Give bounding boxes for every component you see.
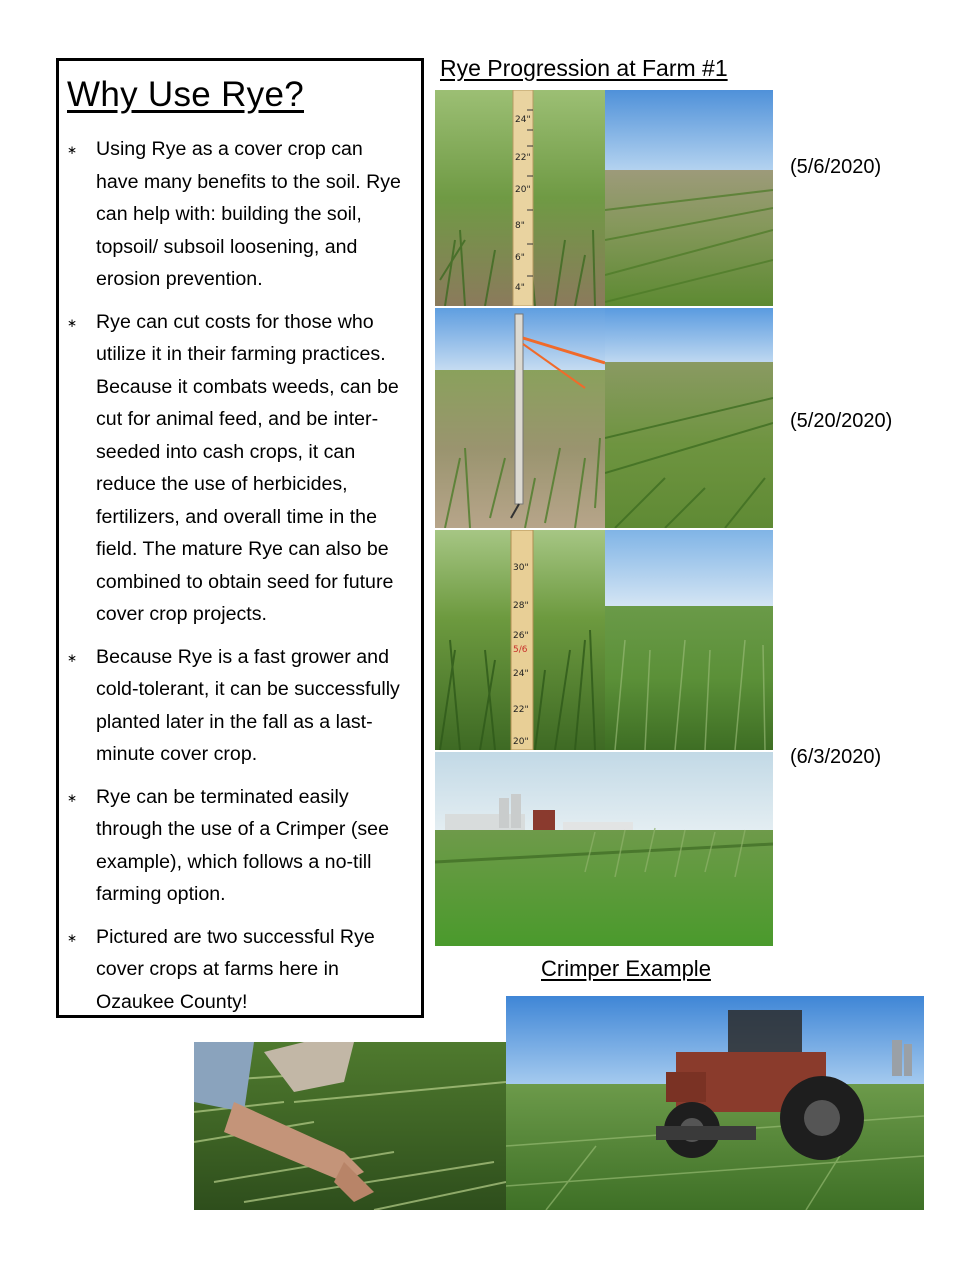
bullet-icon: ∗ — [67, 315, 78, 330]
list-item: ∗ Rye can cut costs for those who utilize it in their farming practices. Because it combats weeds, can be cut for animal feed, and be inter-seeded into cash crops, it can reduce the use of herbicides, fertilizers, and overall time in the field. The mature Rye can also be combined to obtain seed for future cover crop projects. — [67, 306, 407, 631]
list-item: ∗ Pictured are two successful Rye cover crops at farms here in Ozaukee County! — [67, 921, 407, 1019]
photo-tractor-crimper — [506, 996, 924, 1210]
date-label: (5/6/2020) — [790, 156, 882, 178]
why-use-rye-box — [56, 58, 424, 1018]
ruler-label: 20" — [513, 737, 529, 747]
date-label: (6/3/2020) — [790, 746, 882, 768]
ruler-label: 24" — [513, 669, 529, 679]
list-item: ∗ Using Rye as a cover crop can have many benefits to the soil. Rye can help with: building the soil, topsoil/ subsoil loosening, and erosion prevention. — [67, 133, 407, 296]
progression-title: Rye Progression at Farm #1 — [440, 55, 728, 81]
date-label: (5/20/2020) — [790, 410, 893, 432]
photo-ruler-may20 — [435, 308, 605, 528]
ruler-label: 22" — [515, 153, 531, 163]
benefit-list — [67, 133, 407, 1018]
ruler-label: 28" — [513, 601, 529, 611]
ruler-label: 22" — [513, 705, 529, 715]
ruler-label: 8" — [515, 221, 525, 231]
photo-field-june3 — [605, 530, 773, 750]
photo-farm-panorama — [435, 752, 773, 946]
ruler-label: 4" — [515, 283, 525, 293]
box-title: Why Use Rye? — [67, 75, 304, 114]
photo-crimped-rye-hand — [194, 1042, 506, 1210]
ruler-label: 26" — [513, 631, 529, 641]
bullet-icon: ∗ — [67, 650, 78, 665]
ruler-label: 5/6 — [513, 645, 528, 655]
bullet-icon: ∗ — [67, 930, 78, 945]
list-item: ∗ Because Rye is a fast grower and cold-tolerant, it can be successfully planted later in the fall as a last-minute cover crop. — [67, 641, 407, 771]
ruler-label: 24" — [515, 115, 531, 125]
bullet-icon: ∗ — [67, 143, 78, 157]
list-item: ∗ Rye can be terminated easily through the use of a Crimper (see example), which follows a no-till farming option. — [67, 781, 407, 911]
crimper-title: Crimper Example — [541, 956, 711, 981]
photo-field-may6 — [605, 90, 773, 306]
ruler-label: 6" — [515, 253, 525, 263]
bullet-icon: ∗ — [67, 790, 78, 805]
photo-field-may20 — [605, 308, 773, 528]
photo-ruler-may6 — [435, 90, 605, 306]
ruler-label: 20" — [515, 185, 531, 195]
ruler-label: 30" — [513, 563, 529, 573]
photo-ruler-june3 — [435, 530, 605, 750]
